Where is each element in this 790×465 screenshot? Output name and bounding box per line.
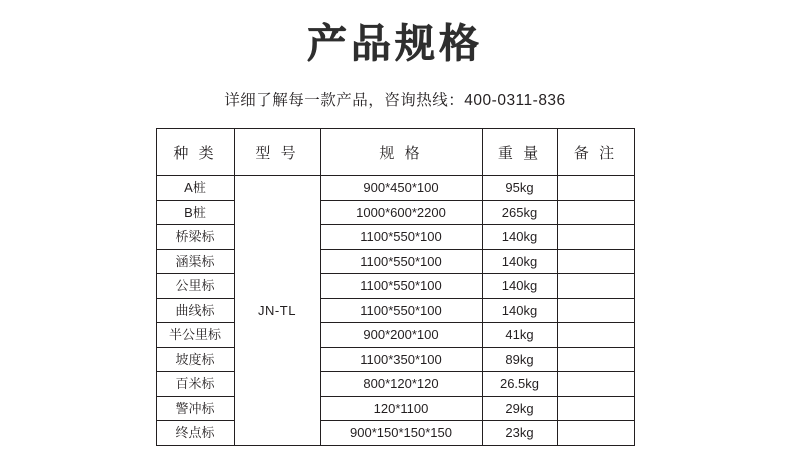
cell-kind: 曲线标 bbox=[156, 298, 234, 323]
cell-remark bbox=[557, 298, 634, 323]
table-row bbox=[156, 249, 634, 274]
cell-remark bbox=[557, 421, 634, 446]
table-row bbox=[156, 225, 634, 250]
cell-model: JN-TL bbox=[234, 176, 320, 446]
cell-kind: A桩 bbox=[156, 176, 234, 201]
cell-weight: 140kg bbox=[482, 274, 557, 299]
cell-kind: 百米标 bbox=[156, 372, 234, 397]
cell-spec: 1100*350*100 bbox=[320, 347, 482, 372]
table-row bbox=[156, 347, 634, 372]
cell-remark bbox=[557, 347, 634, 372]
cell-weight: 140kg bbox=[482, 249, 557, 274]
cell-spec: 900*200*100 bbox=[320, 323, 482, 348]
cell-kind: 涵渠标 bbox=[156, 249, 234, 274]
cell-remark bbox=[557, 176, 634, 201]
column-header-remark: 备 注 bbox=[557, 129, 634, 176]
cell-weight: 265kg bbox=[482, 200, 557, 225]
column-header-weight: 重 量 bbox=[482, 129, 557, 176]
cell-weight: 89kg bbox=[482, 347, 557, 372]
cell-spec: 1100*550*100 bbox=[320, 225, 482, 250]
cell-spec: 1100*550*100 bbox=[320, 274, 482, 299]
cell-weight: 41kg bbox=[482, 323, 557, 348]
cell-weight: 140kg bbox=[482, 225, 557, 250]
cell-remark bbox=[557, 372, 634, 397]
cell-spec: 1000*600*2200 bbox=[320, 200, 482, 225]
spec-table bbox=[156, 128, 635, 446]
page-subtitle: 详细了解每一款产品，咨询热线：400-0311-836 bbox=[224, 92, 566, 109]
cell-kind: 警冲标 bbox=[156, 396, 234, 421]
cell-kind: 桥梁标 bbox=[156, 225, 234, 250]
cell-weight: 26.5kg bbox=[482, 372, 557, 397]
cell-weight: 140kg bbox=[482, 298, 557, 323]
cell-kind: 终点标 bbox=[156, 421, 234, 446]
table-row bbox=[156, 176, 634, 201]
column-header-kind: 种 类 bbox=[156, 129, 234, 176]
column-header-model: 型 号 bbox=[234, 129, 320, 176]
column-header-spec: 规 格 bbox=[320, 129, 482, 176]
cell-kind: 公里标 bbox=[156, 274, 234, 299]
table-row bbox=[156, 323, 634, 348]
table-row bbox=[156, 396, 634, 421]
table-row bbox=[156, 274, 634, 299]
cell-kind: 半公里标 bbox=[156, 323, 234, 348]
table-row bbox=[156, 372, 634, 397]
cell-kind: 坡度标 bbox=[156, 347, 234, 372]
cell-weight: 29kg bbox=[482, 396, 557, 421]
cell-spec: 120*1100 bbox=[320, 396, 482, 421]
cell-spec: 1100*550*100 bbox=[320, 298, 482, 323]
page-title: 产品规格 bbox=[307, 22, 483, 66]
table-row bbox=[156, 298, 634, 323]
cell-remark bbox=[557, 225, 634, 250]
cell-spec: 800*120*120 bbox=[320, 372, 482, 397]
cell-weight: 95kg bbox=[482, 176, 557, 201]
cell-remark bbox=[557, 249, 634, 274]
cell-spec: 1100*550*100 bbox=[320, 249, 482, 274]
cell-spec: 900*150*150*150 bbox=[320, 421, 482, 446]
spec-table-container bbox=[0, 128, 790, 446]
cell-kind: B桩 bbox=[156, 200, 234, 225]
cell-remark bbox=[557, 200, 634, 225]
table-header-row bbox=[156, 129, 634, 176]
cell-weight: 23kg bbox=[482, 421, 557, 446]
cell-spec: 900*450*100 bbox=[320, 176, 482, 201]
table-row bbox=[156, 421, 634, 446]
cell-remark bbox=[557, 274, 634, 299]
cell-remark bbox=[557, 323, 634, 348]
cell-remark bbox=[557, 396, 634, 421]
table-row bbox=[156, 200, 634, 225]
